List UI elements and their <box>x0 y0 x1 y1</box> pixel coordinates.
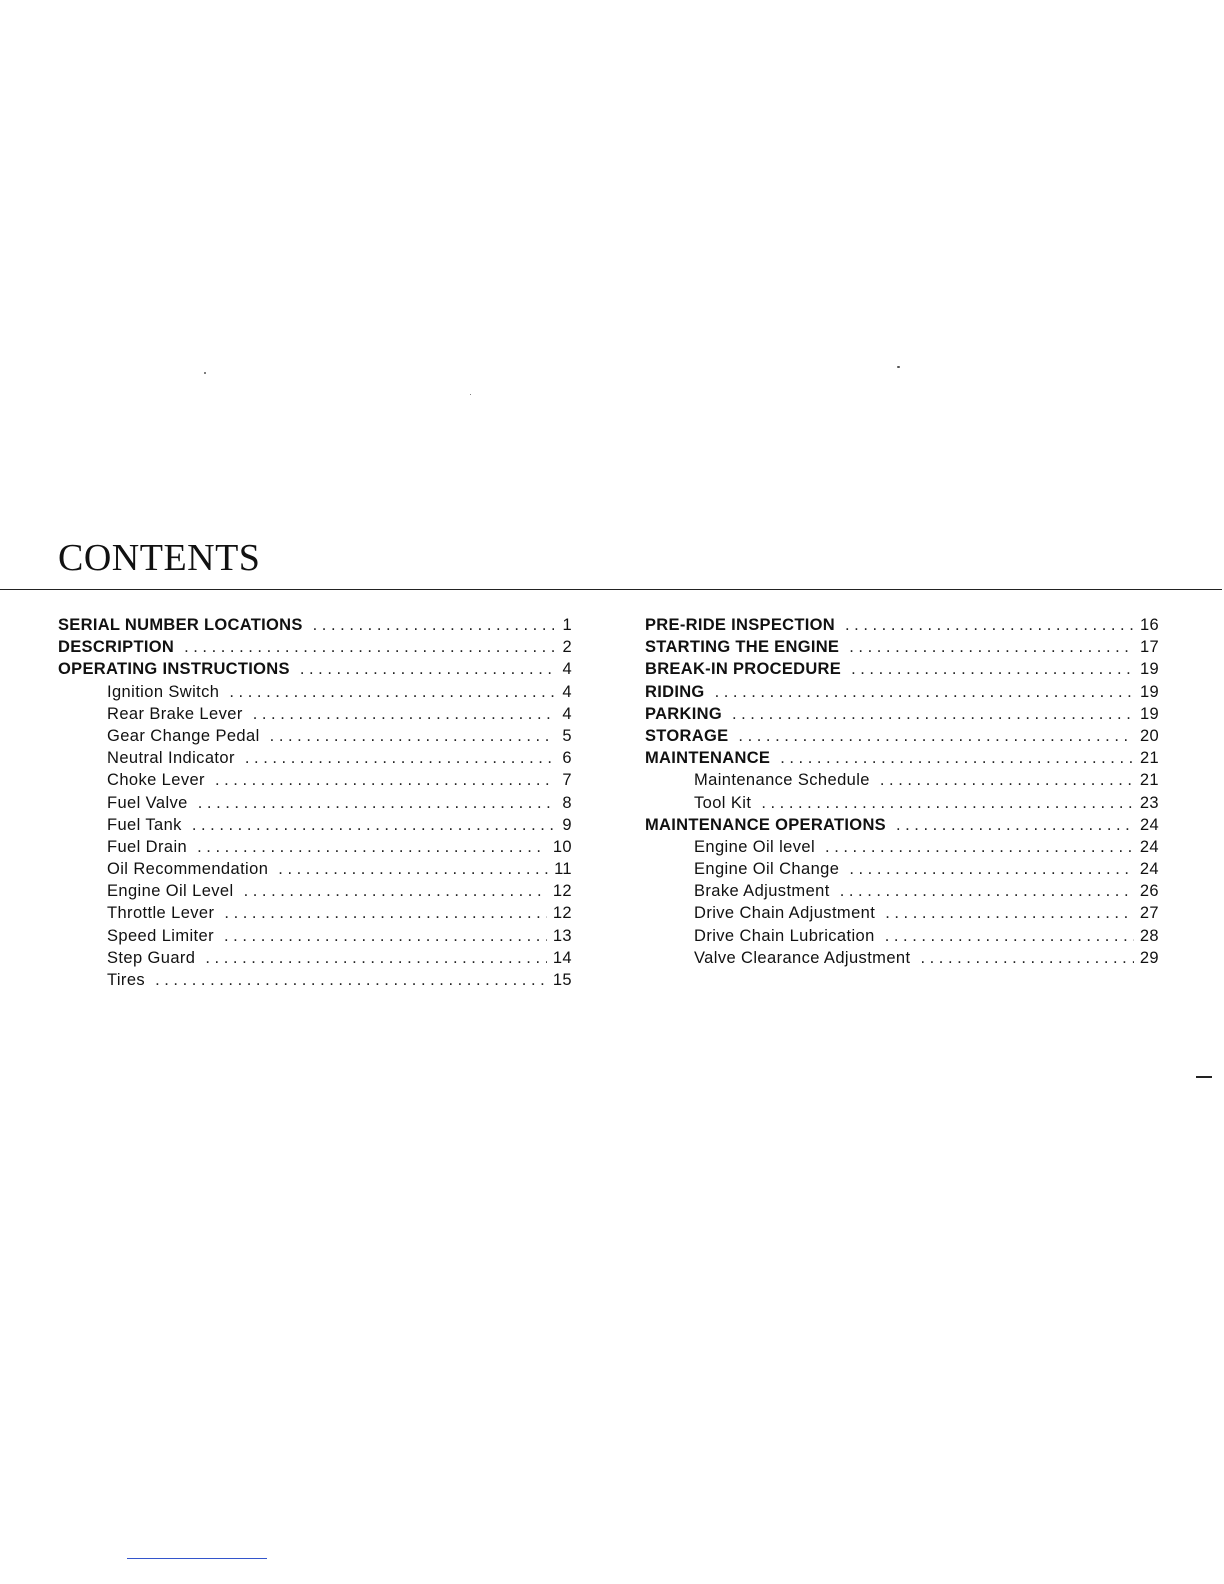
dot-leader <box>253 703 554 725</box>
toc-entry[interactable] <box>58 703 572 725</box>
toc-entry[interactable] <box>58 725 572 747</box>
toc-entry[interactable] <box>58 925 572 947</box>
dot-leader <box>229 681 554 703</box>
toc-entry-page-number: 17 <box>1140 638 1159 657</box>
scan-speck <box>897 366 900 368</box>
dot-leader <box>880 769 1134 791</box>
toc-entry[interactable] <box>645 947 1159 969</box>
dot-leader <box>825 836 1134 858</box>
toc-entry[interactable] <box>645 858 1159 880</box>
toc-entry-label: Neutral Indicator <box>107 749 235 768</box>
dot-leader <box>224 902 546 924</box>
toc-entry-page-number: 24 <box>1139 837 1159 856</box>
toc-entry-label: Tires <box>107 971 146 989</box>
toc-entry-page-number: 13 <box>552 926 572 945</box>
toc-entry-label: Brake Adjustment <box>694 882 830 901</box>
dot-leader <box>245 747 554 769</box>
toc-entry-page-number: 19 <box>1140 682 1159 701</box>
dot-leader <box>184 636 554 658</box>
toc-right-column <box>645 614 1159 969</box>
toc-entry-label: MAINTENANCE <box>645 749 771 768</box>
toc-entry[interactable] <box>58 947 572 969</box>
toc-entry[interactable] <box>645 836 1159 858</box>
dot-leader <box>205 947 546 969</box>
toc-entry-page-number: 21 <box>1140 749 1159 768</box>
toc-entry-label: Fuel Tank <box>107 815 182 834</box>
dot-leader <box>244 880 547 902</box>
toc-entry[interactable] <box>58 969 572 991</box>
toc-entry-page-number: 4 <box>562 660 572 679</box>
toc-entry[interactable] <box>58 769 572 791</box>
toc-entry-label: Valve Clearance Adjustment <box>694 948 911 967</box>
toc-entry-page-number: 7 <box>562 771 572 790</box>
page-title: CONTENTS <box>58 537 261 579</box>
toc-entry-label: Rear Brake Lever <box>107 704 243 723</box>
toc-entry-label: DESCRIPTION <box>58 638 175 657</box>
toc-entry-label: Speed Limiter <box>107 926 215 945</box>
toc-entry[interactable] <box>58 658 572 680</box>
toc-entry[interactable] <box>645 814 1159 836</box>
toc-entry-page-number: 6 <box>562 749 572 768</box>
toc-entry[interactable] <box>58 792 572 814</box>
toc-entry[interactable] <box>645 681 1159 703</box>
scan-speck <box>470 394 471 395</box>
toc-entry-label: Ignition Switch <box>107 682 220 701</box>
toc-entry[interactable] <box>58 681 572 703</box>
bottom-line-mark <box>127 1558 267 1559</box>
toc-entry-page-number: 9 <box>562 815 572 834</box>
toc-entry-page-number: 1 <box>562 616 572 634</box>
toc-entry-page-number: 16 <box>1140 616 1159 634</box>
toc-entry[interactable] <box>645 725 1159 747</box>
margin-mark <box>1196 1076 1212 1078</box>
toc-entry-label: Maintenance Schedule <box>694 771 870 790</box>
dot-leader <box>885 902 1134 924</box>
toc-entry-page-number: 19 <box>1140 704 1159 723</box>
toc-entry-label: Tool Kit <box>694 793 752 812</box>
dot-leader <box>270 725 554 747</box>
toc-entry-label: Engine Oil Level <box>107 882 234 901</box>
dot-leader <box>849 858 1134 880</box>
dot-leader <box>300 658 554 680</box>
toc-entry-label: Engine Oil Change <box>694 860 840 879</box>
toc-entry[interactable] <box>58 836 572 858</box>
toc-entry-page-number: 8 <box>562 793 572 812</box>
toc-entry-page-number: 4 <box>562 682 572 701</box>
dot-leader <box>715 681 1134 703</box>
dot-leader <box>215 769 554 791</box>
toc-entry-label: Choke Lever <box>107 771 205 790</box>
toc-entry-page-number: 19 <box>1140 660 1159 679</box>
toc-entry-label: BREAK-IN PROCEDURE <box>645 660 842 679</box>
dot-leader <box>780 747 1134 769</box>
toc-left-column <box>58 614 572 991</box>
toc-entry[interactable] <box>645 658 1159 680</box>
toc-entry-page-number: 24 <box>1140 815 1159 834</box>
toc-entry-label: Fuel Drain <box>107 837 188 856</box>
dot-leader <box>738 725 1134 747</box>
toc-entry[interactable] <box>58 880 572 902</box>
toc-entry-page-number: 11 <box>554 860 572 879</box>
toc-entry[interactable] <box>645 703 1159 725</box>
scan-speck <box>204 372 206 374</box>
dot-leader <box>198 792 554 814</box>
toc-entry[interactable] <box>58 902 572 924</box>
toc-entry-page-number: 21 <box>1139 771 1159 790</box>
toc-entry-label: Throttle Lever <box>107 904 215 923</box>
title-rule <box>0 589 1222 590</box>
toc-entry[interactable] <box>645 880 1159 902</box>
dot-leader <box>849 636 1134 658</box>
toc-entry-label: STORAGE <box>645 726 729 745</box>
toc-entry[interactable] <box>645 636 1159 658</box>
toc-entry-page-number: 15 <box>552 971 572 989</box>
dot-leader <box>192 814 554 836</box>
toc-entry[interactable] <box>645 925 1159 947</box>
toc-entry[interactable] <box>58 636 572 658</box>
toc-entry-page-number: 5 <box>562 726 572 745</box>
toc-entry-label: OPERATING INSTRUCTIONS <box>58 660 290 679</box>
toc-entry[interactable] <box>58 858 572 880</box>
toc-entry-label: PARKING <box>645 704 722 723</box>
toc-entry-page-number: 12 <box>552 882 572 901</box>
toc-entry-page-number: 24 <box>1139 860 1159 879</box>
dot-leader <box>224 925 547 947</box>
toc-entry-page-number: 4 <box>562 704 572 723</box>
toc-entry[interactable] <box>645 747 1159 769</box>
toc-entry-label: SERIAL NUMBER LOCATIONS <box>58 616 303 634</box>
dot-leader <box>896 814 1134 836</box>
dot-leader <box>845 614 1134 636</box>
toc-entry-label: Fuel Valve <box>107 793 188 812</box>
toc-entry-page-number: 29 <box>1139 948 1159 967</box>
toc-entry-label: Drive Chain Lubrication <box>694 926 875 945</box>
dot-leader <box>840 880 1134 902</box>
toc-entry-page-number: 28 <box>1139 926 1159 945</box>
toc-entry[interactable] <box>645 614 1159 636</box>
toc-entry-page-number: 23 <box>1139 793 1159 812</box>
toc-entry-label: Gear Change Pedal <box>107 726 260 745</box>
dot-leader <box>732 703 1134 725</box>
toc-entry-page-number: 2 <box>562 638 572 657</box>
toc-entry-page-number: 14 <box>552 948 572 967</box>
toc-entry[interactable] <box>58 747 572 769</box>
toc-entry[interactable] <box>58 614 572 636</box>
toc-entry-page-number: 20 <box>1140 726 1159 745</box>
toc-entry-label: MAINTENANCE OPERATIONS <box>645 815 886 834</box>
dot-leader <box>197 836 547 858</box>
toc-entry-page-number: 27 <box>1139 904 1159 923</box>
dot-leader <box>761 792 1134 814</box>
toc-entry-page-number: 26 <box>1139 882 1159 901</box>
dot-leader <box>851 658 1134 680</box>
toc-entry-page-number: 10 <box>552 837 572 856</box>
dot-leader <box>313 614 554 636</box>
toc-entry-label: Engine Oil level <box>694 837 816 856</box>
toc-entry[interactable] <box>645 902 1159 924</box>
toc-entry[interactable] <box>645 769 1159 791</box>
dot-leader <box>278 858 548 880</box>
toc-entry-label: Drive Chain Adjustment <box>694 904 876 923</box>
toc-entry[interactable] <box>645 792 1159 814</box>
dot-leader <box>155 969 547 991</box>
dot-leader <box>920 947 1133 969</box>
dot-leader <box>885 925 1134 947</box>
toc-entry-label: Step Guard <box>107 948 196 967</box>
toc-entry-label: PRE-RIDE INSPECTION <box>645 616 835 634</box>
toc-entry-label: STARTING THE ENGINE <box>645 638 840 657</box>
toc-entry[interactable] <box>58 814 572 836</box>
toc-entry-page-number: 12 <box>552 904 572 923</box>
toc-entry-label: Oil Recommendation <box>107 860 269 879</box>
toc-entry-label: RIDING <box>645 682 705 701</box>
